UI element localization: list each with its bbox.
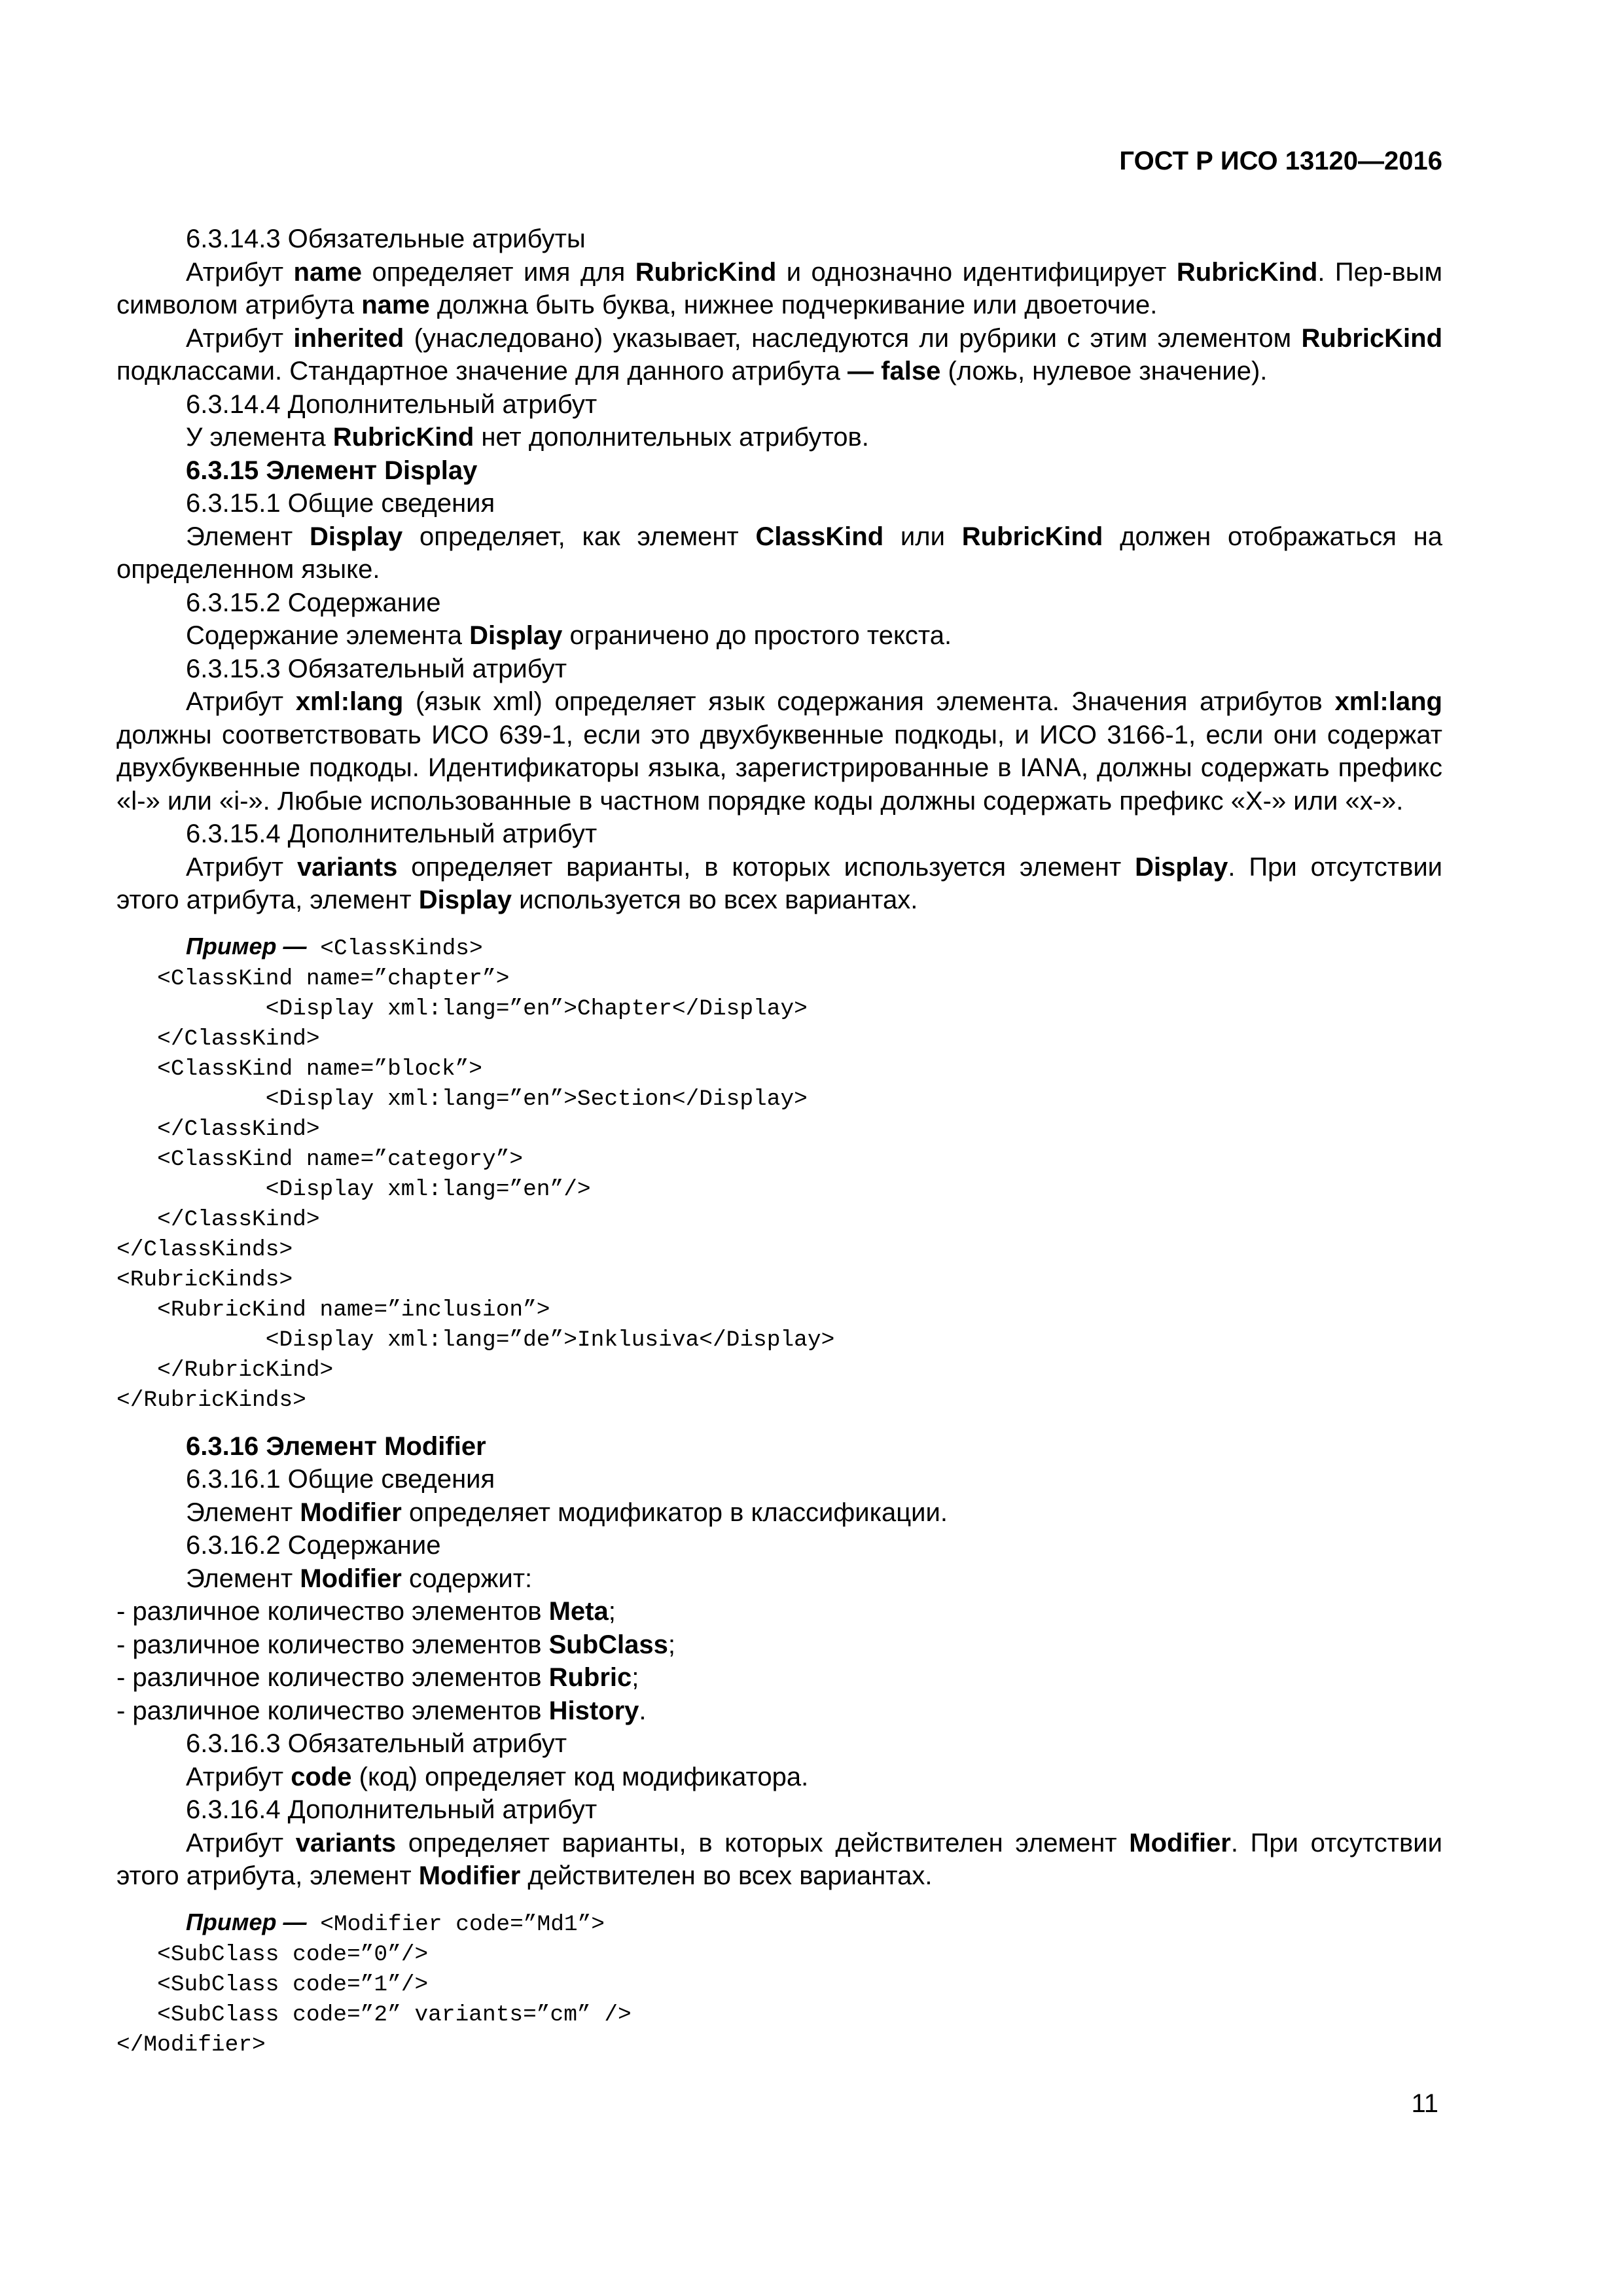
paragraph: У элемента RubricKind нет дополнительных атрибутов.: [186, 423, 869, 452]
subsection-title: 6.3.14.4 Дополнительный атрибут: [186, 389, 597, 419]
paragraph: Атрибут variants определяет варианты, в которых используется элемент Display. При отсутствии этого атрибута, элемент Display используется во всех вариантах.: [116, 852, 1443, 914]
section-heading: 6.3.16 Элемент Modifier: [186, 1431, 486, 1461]
subsection-title: 6.3.15.2 Содержание: [186, 588, 441, 617]
code-example: [116, 931, 1442, 1416]
subsection-title: 6.3.16.2 Содержание: [186, 1531, 441, 1560]
subsection-title: 6.3.15.1 Общие сведения: [186, 489, 495, 518]
paragraph: Элемент Display определяет, как элемент ClassKind или RubricKind должен отображаться на определенном языке.: [116, 522, 1442, 584]
code-block: <ClassKind name=”chapter”> <Display xml:lang=”en”>Chapter</Display> </ClassKind> <ClassKind name=”block”> <Display xml:lang=”en”>Section</Display> </ClassKind> <ClassKind name=”category”> <Display xml:lang=”en”/> </ClassKind> </ClassKinds> <RubricKinds> <RubricKind name=”inclusion”> <Display xml:lang=”de”>Inklusiva</Display> </RubricKind> </RubricKinds>: [116, 965, 835, 1413]
paragraph: Атрибут inherited (унаследовано) указывает, наследуются ли рубрики с этим элементом RubricKind подклассами. Стандартное значение для данного атрибута — false (ложь, нулевое значение).: [116, 323, 1442, 386]
paragraph: Атрибут xml:lang (язык xml) определяет язык содержания элемента. Значения атрибутов xml:lang должны соответствовать ИСО 639-1, если это двухбуквенные подкоды, и ИСО 3166-1, если они содержат двухбуквенные подкоды. Идентификаторы языка, зарегистрированные в IANA, должны содержать префикс «l-» или «i-». Любые использованные в частном порядке коды должны содержать префикс «X-» или «x-».: [116, 687, 1442, 816]
code-example-first-line: Пример — <ClassKinds>: [186, 932, 483, 961]
list-item: - различное количество элементов History.: [116, 1696, 647, 1725]
example-label: Пример —: [186, 932, 307, 960]
subsection-title: 6.3.14.3 Обязательные атрибуты: [186, 224, 586, 253]
subsection-title: 6.3.15.3 Обязательный атрибут: [186, 654, 567, 683]
paragraph: Атрибут name определяет имя для RubricKind и однозначно идентифицирует RubricKind. Пер-вым символом атрибута name должна быть буква, нижнее подчеркивание или двоеточие.: [116, 257, 1442, 319]
subsection-title: 6.3.16.1 Общие сведения: [186, 1465, 495, 1494]
paragraph: Атрибут code (код) определяет код модификатора.: [186, 1762, 809, 1791]
paragraph: Атрибут variants определяет варианты, в которых действителен элемент Modifier. При отсутствии этого атрибута, элемент Modifier действителен во всех вариантах.: [116, 1828, 1442, 1890]
code-example: [116, 1907, 1442, 2060]
document-id-header: ГОСТ Р ИСО 13120—2016: [1119, 147, 1442, 175]
example-label: Пример —: [186, 1908, 307, 1935]
subsection-title: 6.3.15.4 Дополнительный атрибут: [186, 819, 597, 848]
page-number: 11: [1411, 2089, 1438, 2118]
document-body: [116, 223, 1442, 2060]
list-item: - различное количество элементов Meta;: [116, 1597, 616, 1626]
list-item: - различное количество элементов Rubric;: [116, 1663, 639, 1692]
subsection-title: 6.3.16.4 Дополнительный атрибут: [186, 1795, 597, 1824]
paragraph: Элемент Modifier содержит:: [186, 1564, 533, 1593]
list-item: - различное количество элементов SubClass;: [116, 1630, 676, 1659]
section-heading: 6.3.15 Элемент Display: [186, 456, 478, 485]
paragraph: Элемент Modifier определяет модификатор в классификации.: [186, 1498, 948, 1527]
paragraph: Содержание элемента Display ограничено до простого текста.: [186, 621, 952, 650]
code-block: <SubClass code=”0”/> <SubClass code=”1”/> <SubClass code=”2” variants=”cm” /> </Modifier>: [116, 1941, 632, 2058]
code-example-first-line: Пример — <Modifier code=”Md1”>: [186, 1908, 605, 1937]
subsection-title: 6.3.16.3 Обязательный атрибут: [186, 1729, 567, 1758]
